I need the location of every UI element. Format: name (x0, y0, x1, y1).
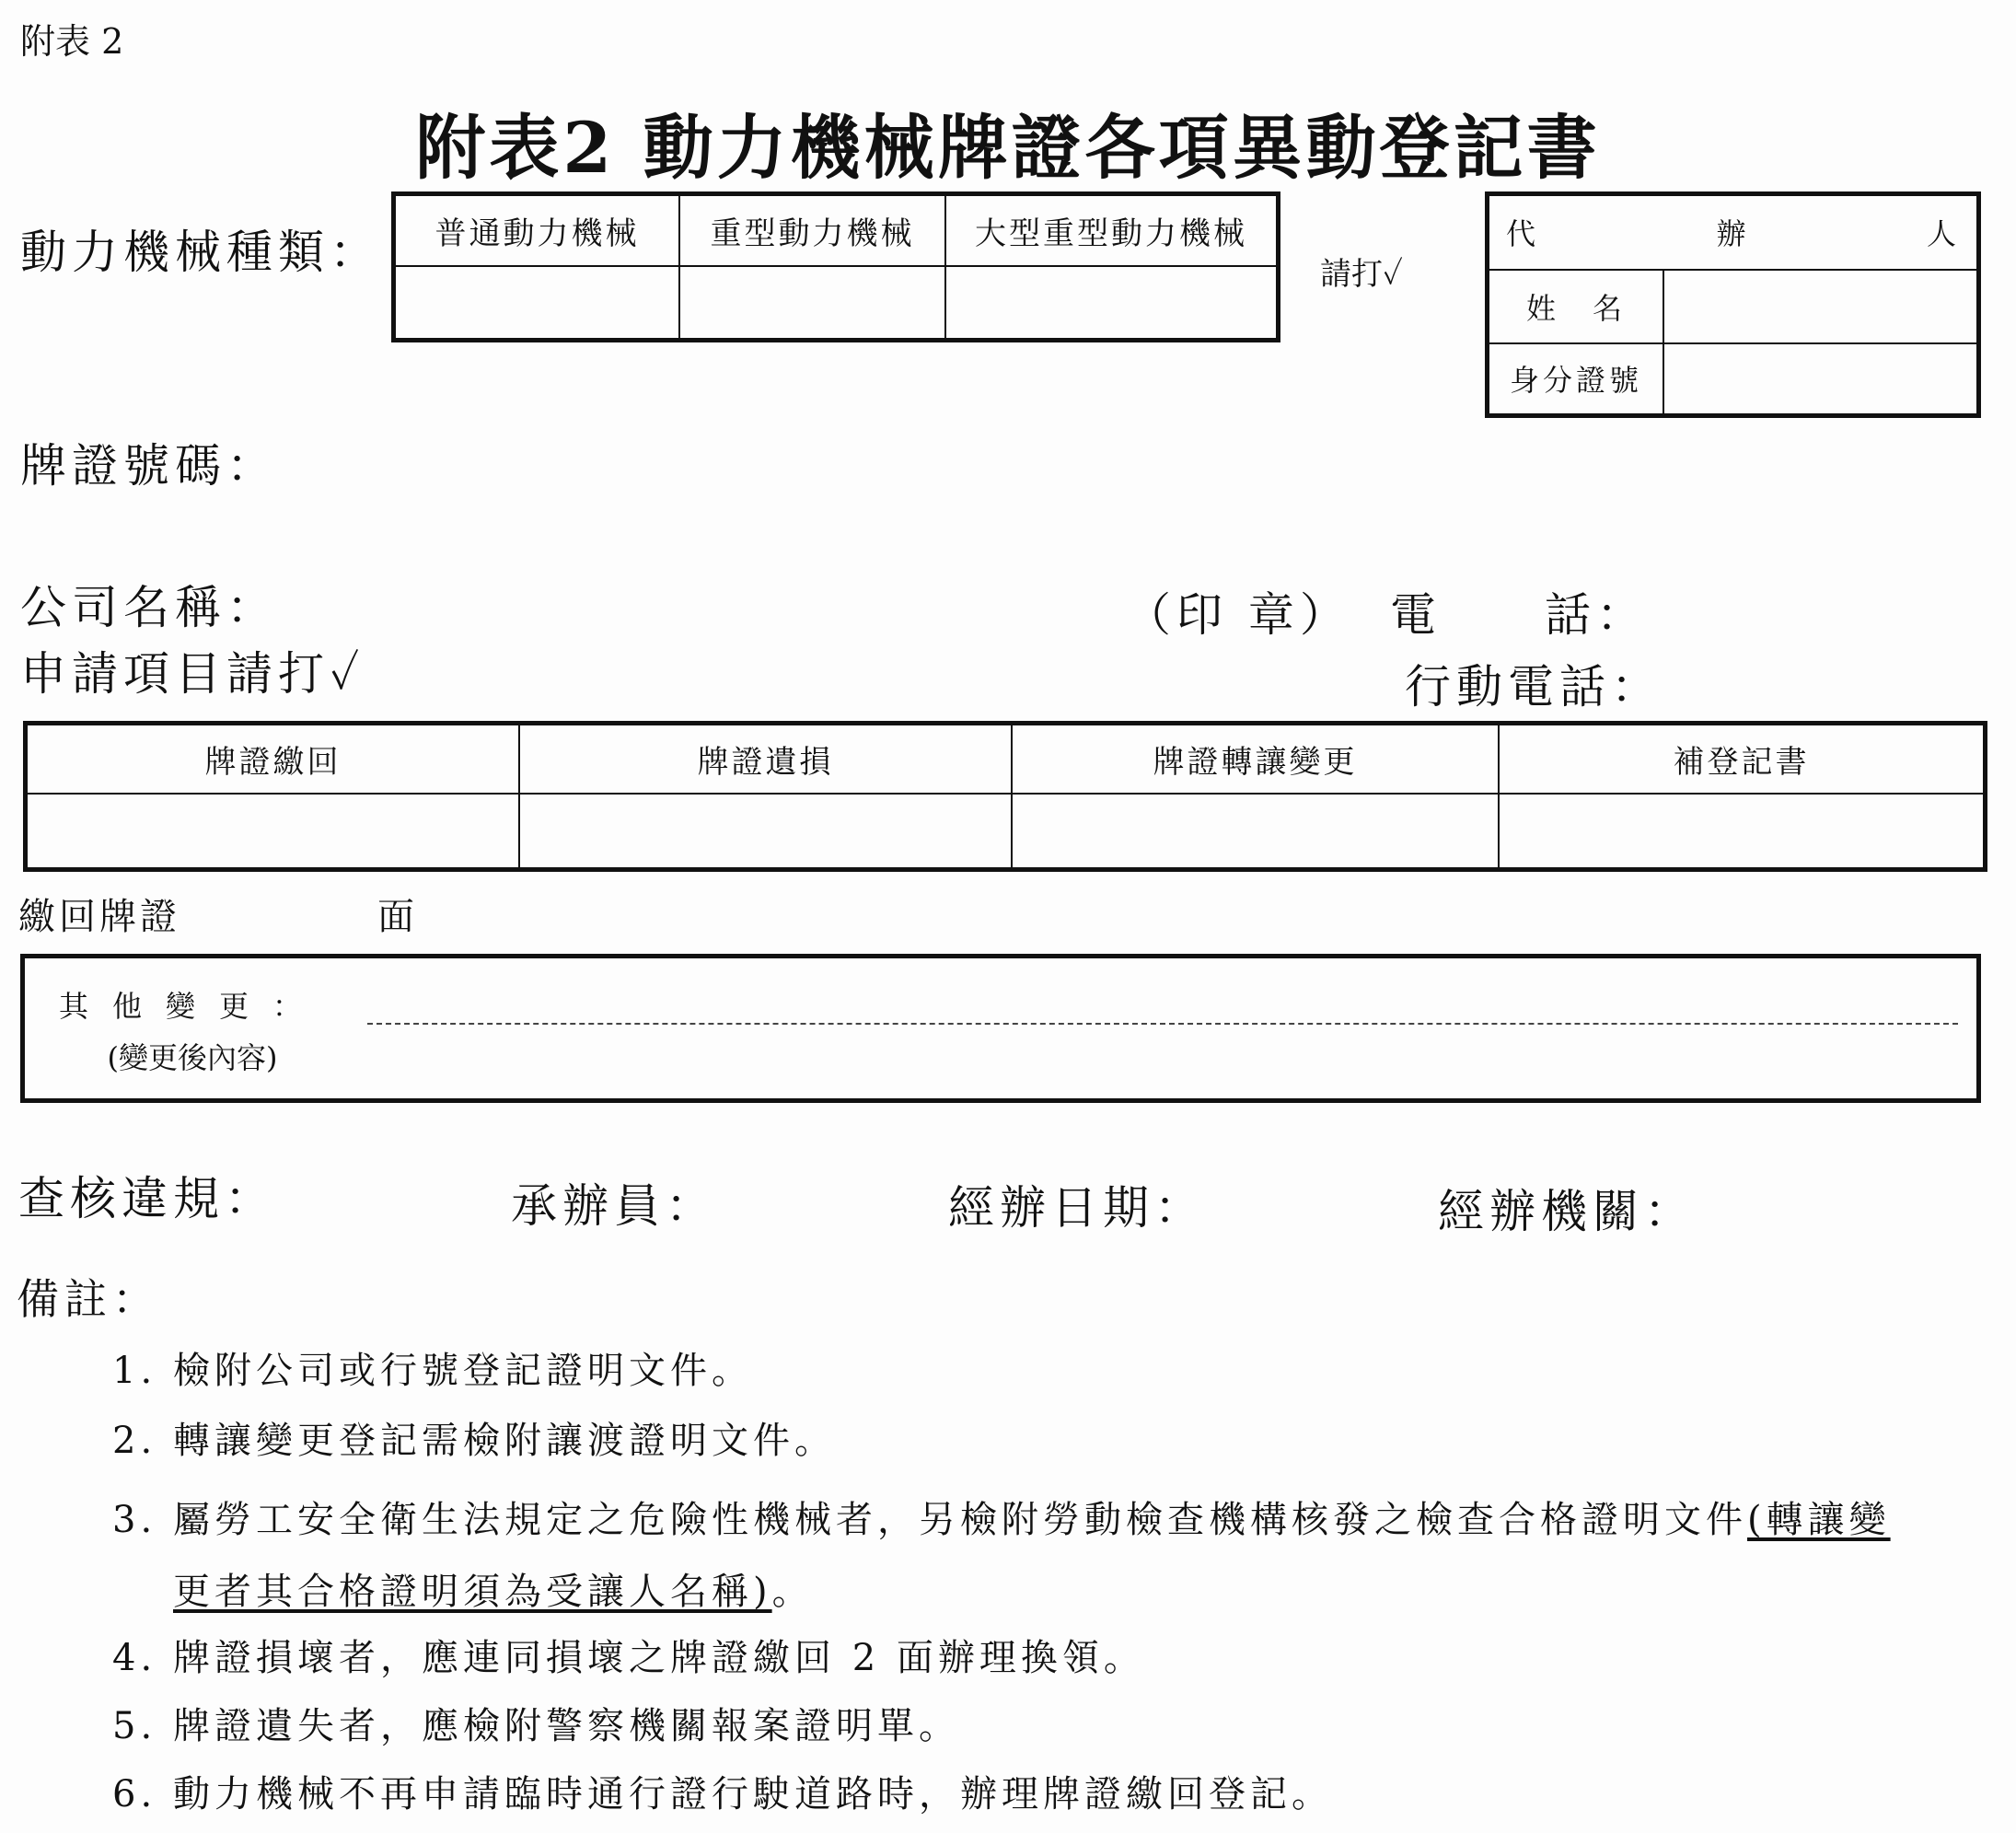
return-plates-unit: 面 (377, 896, 414, 938)
note-number: 5. (112, 1705, 157, 1747)
agent-header-1: 代 (1506, 216, 1540, 252)
agent-name-label: 姓 名 (1488, 270, 1664, 343)
notes-title: 備註： (17, 1274, 160, 1324)
item-check-lost[interactable] (519, 794, 1012, 870)
agent-id-field[interactable] (1663, 343, 1979, 416)
date-label: 經辦日期： (948, 1181, 1206, 1235)
type-option-normal: 普通動力機械 (394, 194, 680, 266)
item-transfer: 牌證轉讓變更 (1012, 724, 1499, 794)
type-option-large-heavy: 大型重型動力機械 (945, 194, 1279, 266)
violation-label: 查核違規： (18, 1172, 276, 1225)
type-option-heavy: 重型動力機械 (679, 194, 945, 266)
clerk-label: 承辦員： (511, 1179, 717, 1233)
item-check-supplement[interactable] (1499, 794, 1986, 870)
note-text: 轉讓變更登記需檢附讓渡證明文件。 (173, 1420, 836, 1462)
other-change-box (20, 954, 1981, 1103)
agent-header (1488, 194, 1979, 270)
note-number: 2. (112, 1420, 157, 1462)
note-item (112, 1622, 1999, 1694)
note-item (112, 1758, 1999, 1830)
note-text: 檢附公司或行號登記證明文件。 (173, 1350, 753, 1392)
agent-table (1485, 191, 1981, 418)
plate-number-label: 牌證號碼： (20, 439, 278, 493)
other-change-label-1: 其他變更： (58, 989, 326, 1024)
note-text: 動力機械不再申請臨時通行證行駛道路時，辦理牌證繳回登記。 (173, 1773, 1333, 1816)
note-number: 1. (112, 1350, 157, 1392)
machine-type-label: 動力機械種類： (20, 226, 381, 279)
note-underlined-text: 更者其合格證明須為受讓人名稱) (173, 1571, 772, 1613)
note-text: 牌證損壞者，應連同損壞之牌證繳回 2 面辦理換領。 (173, 1637, 1145, 1679)
agent-id-label: 身分證號 (1488, 343, 1664, 416)
note-text: 。 (771, 1571, 814, 1613)
other-change-input-line[interactable] (367, 1023, 1958, 1025)
type-check-large-heavy[interactable] (945, 266, 1279, 341)
note-item (112, 1405, 1999, 1477)
note-item (112, 1335, 1999, 1407)
agent-name-field[interactable] (1663, 270, 1979, 343)
machine-type-table (391, 191, 1280, 342)
apply-items-table (23, 721, 1987, 872)
corner-label: 附表 2 (20, 21, 124, 62)
apply-items-label: 申請項目請打✓ (20, 647, 365, 701)
agent-header-3: 人 (1926, 216, 1960, 252)
agency-label: 經辦機關： (1438, 1185, 1696, 1238)
item-supplement: 補登記書 (1499, 724, 1986, 794)
other-change-label-2: (變更後內容) (107, 1040, 278, 1075)
note-number: 6. (112, 1773, 157, 1816)
item-return: 牌證繳回 (26, 724, 520, 794)
type-check-heavy[interactable] (679, 266, 945, 341)
note-item (112, 1690, 1999, 1762)
note-item (112, 1484, 1999, 1628)
company-label: 公司名稱： (20, 581, 278, 634)
type-check-normal[interactable] (394, 266, 680, 341)
note-number: 3. (112, 1499, 157, 1541)
note-text: 屬勞工安全衛生法規定之危險性機械者，另檢附勞動檢查機構核發之檢查合格證明文件 (173, 1499, 1747, 1541)
return-plates-label: 繳回牌證 (18, 896, 180, 938)
note-underlined-text: (轉讓變 (1747, 1499, 1891, 1541)
seal-label: （印 章） (1125, 588, 1351, 642)
mobile-label: 行動電話： (1405, 660, 1663, 713)
phone-label: 電 話： (1390, 588, 1648, 642)
item-lost: 牌證遺損 (519, 724, 1012, 794)
item-check-return[interactable] (26, 794, 520, 870)
note-number: 4. (112, 1637, 157, 1679)
agent-header-2: 辦 (1716, 216, 1750, 252)
check-note: 請打✓ (1320, 256, 1403, 293)
other-change-label (45, 980, 340, 1084)
item-check-transfer[interactable] (1012, 794, 1499, 870)
page-title: 附表2 動力機械牌證各項異動登記書 (415, 107, 1601, 189)
note-text: 牌證遺失者，應檢附警察機關報案證明單。 (173, 1705, 960, 1747)
